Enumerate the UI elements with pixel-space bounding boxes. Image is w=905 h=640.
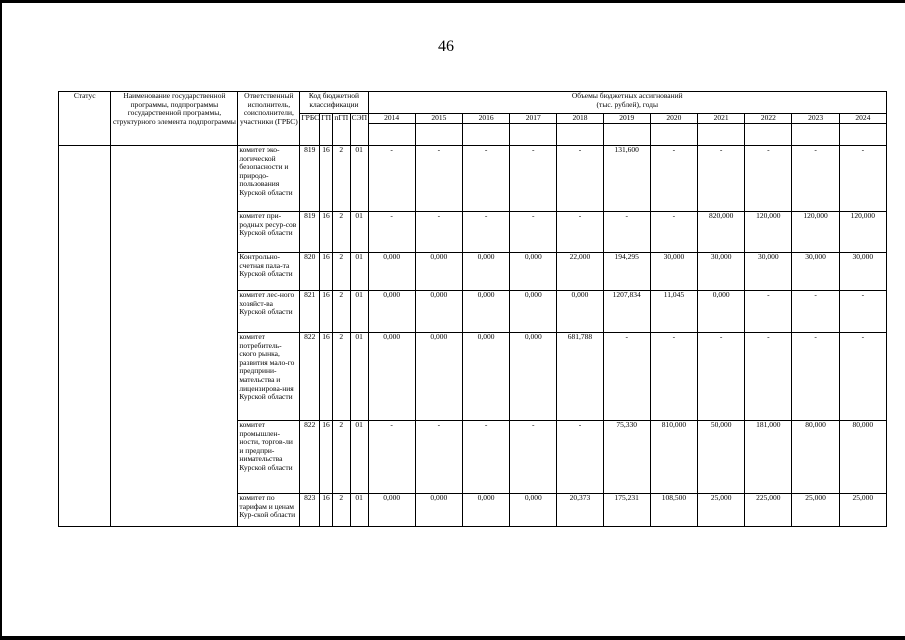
value-cell: - [510, 212, 557, 253]
header-volumes-unit: (тыс. рублей), годы [596, 99, 658, 109]
status-cell [59, 146, 111, 527]
value-cell: - [510, 146, 557, 212]
value-cell: - [839, 333, 886, 421]
header-code-pgp: пГП [332, 114, 350, 146]
value-cell: 25,000 [839, 494, 886, 527]
code-gp-cell: 16 [320, 333, 333, 421]
value-cell: 0,000 [368, 333, 415, 421]
page-frame-left [0, 0, 2, 640]
value-cell: 0,000 [462, 291, 509, 333]
value-cell: - [698, 333, 745, 421]
value-cell: - [415, 421, 462, 494]
value-cell: 120,000 [839, 212, 886, 253]
code-gp-cell: 16 [320, 146, 333, 212]
value-cell: 120,000 [792, 212, 839, 253]
value-cell: 30,000 [650, 253, 697, 291]
code-grbs-cell: 823 [300, 494, 320, 527]
value-cell: - [557, 212, 603, 253]
code-pgp-cell: 2 [332, 421, 350, 494]
value-cell: - [839, 291, 886, 333]
value-cell: 30,000 [792, 253, 839, 291]
executor-cell: комитет потребитель-ского рынка, развития мало-го предприни-мательства и лицензирова-ния Курской области [238, 333, 300, 421]
value-cell: - [462, 146, 509, 212]
header-year: 2020 [650, 114, 697, 124]
value-cell: 194,295 [603, 253, 650, 291]
value-cell: 50,000 [698, 421, 745, 494]
code-sep-cell: 01 [350, 291, 368, 333]
page-number: 46 [438, 38, 454, 55]
value-cell: - [415, 212, 462, 253]
value-cell: - [368, 212, 415, 253]
value-cell: - [557, 421, 603, 494]
code-grbs-cell: 822 [300, 421, 320, 494]
value-cell: - [510, 421, 557, 494]
value-cell: - [462, 212, 509, 253]
header-year: 2021 [698, 114, 745, 124]
code-pgp-cell: 2 [332, 146, 350, 212]
header-year: 2018 [557, 114, 603, 124]
executor-cell: комитет эко-логической безопасности и природо-пользования Курской области [238, 146, 300, 212]
header-budget-code: Код бюджетной классификации [300, 92, 368, 114]
header-name: Наименование государственной программы, подпрограммы государственной программы, структурного элемента подпрограммы [111, 92, 238, 146]
budget-table [58, 91, 887, 527]
header-volumes-title: Объемы бюджетных ассигнований [571, 91, 683, 100]
value-cell: 25,000 [698, 494, 745, 527]
executor-cell: комитет при-родных ресур-сов Курской области [238, 212, 300, 253]
header-year: 2022 [745, 114, 792, 124]
value-cell: 1207,834 [603, 291, 650, 333]
value-cell: - [745, 146, 792, 212]
value-cell: 820,000 [698, 212, 745, 253]
value-cell: 0,000 [415, 253, 462, 291]
code-sep-cell: 01 [350, 253, 368, 291]
value-cell: - [368, 146, 415, 212]
code-pgp-cell: 2 [332, 253, 350, 291]
header-status: Статус [59, 92, 111, 146]
code-pgp-cell: 2 [332, 212, 350, 253]
value-cell: - [603, 333, 650, 421]
header-volumes [368, 92, 886, 114]
value-cell: 75,330 [603, 421, 650, 494]
value-cell: - [415, 146, 462, 212]
value-cell: 0,000 [698, 291, 745, 333]
value-cell: 22,000 [557, 253, 603, 291]
value-cell: - [745, 291, 792, 333]
header-year: 2015 [415, 114, 462, 124]
code-grbs-cell: 822 [300, 333, 320, 421]
code-gp-cell: 16 [320, 421, 333, 494]
value-cell: 0,000 [415, 291, 462, 333]
header-code-grbs: ГРБС [300, 114, 320, 146]
code-grbs-cell: 821 [300, 291, 320, 333]
value-cell: 11,045 [650, 291, 697, 333]
value-cell: 30,000 [698, 253, 745, 291]
code-sep-cell: 01 [350, 494, 368, 527]
value-cell: 20,373 [557, 494, 603, 527]
code-pgp-cell: 2 [332, 333, 350, 421]
value-cell: 0,000 [415, 494, 462, 527]
value-cell: 0,000 [368, 291, 415, 333]
value-cell: 131,600 [603, 146, 650, 212]
executor-cell: комитет лес-ного хозяйст-ва Курской области [238, 291, 300, 333]
value-cell: 225,000 [745, 494, 792, 527]
value-cell: 0,000 [510, 253, 557, 291]
value-cell: 0,000 [415, 333, 462, 421]
value-cell: 810,000 [650, 421, 697, 494]
header-year: 2017 [510, 114, 557, 124]
code-pgp-cell: 2 [332, 494, 350, 527]
code-pgp-cell: 2 [332, 291, 350, 333]
header-year: 2014 [368, 114, 415, 124]
code-grbs-cell: 819 [300, 212, 320, 253]
code-gp-cell: 16 [320, 494, 333, 527]
value-cell: 0,000 [462, 494, 509, 527]
name-cell [111, 146, 238, 527]
value-cell: 0,000 [557, 291, 603, 333]
code-sep-cell: 01 [350, 212, 368, 253]
value-cell: - [698, 146, 745, 212]
code-gp-cell: 16 [320, 253, 333, 291]
code-grbs-cell: 819 [300, 146, 320, 212]
value-cell: - [792, 333, 839, 421]
code-gp-cell: 16 [320, 212, 333, 253]
value-cell: 108,500 [650, 494, 697, 527]
value-cell: 0,000 [368, 494, 415, 527]
code-sep-cell: 01 [350, 421, 368, 494]
header-year: 2019 [603, 114, 650, 124]
page-frame-bottom [0, 636, 905, 640]
value-cell: 0,000 [510, 291, 557, 333]
value-cell: 0,000 [462, 253, 509, 291]
value-cell: - [650, 333, 697, 421]
value-cell: 0,000 [510, 494, 557, 527]
value-cell: - [650, 146, 697, 212]
value-cell: 181,000 [745, 421, 792, 494]
header-code-gp: ГП [320, 114, 333, 146]
value-cell: - [650, 212, 697, 253]
value-cell: 30,000 [839, 253, 886, 291]
value-cell: - [462, 421, 509, 494]
value-cell: 120,000 [745, 212, 792, 253]
code-gp-cell: 16 [320, 291, 333, 333]
value-cell: 80,000 [792, 421, 839, 494]
header-year: 2023 [792, 114, 839, 124]
page-frame-top [0, 0, 905, 3]
value-cell: 25,000 [792, 494, 839, 527]
value-cell: - [792, 291, 839, 333]
code-grbs-cell: 820 [300, 253, 320, 291]
value-cell: 0,000 [462, 333, 509, 421]
value-cell: - [603, 212, 650, 253]
header-year: 2016 [462, 114, 509, 124]
value-cell: 80,000 [839, 421, 886, 494]
value-cell: - [557, 146, 603, 212]
executor-cell: Контрольно-счетная пала-та Курской области [238, 253, 300, 291]
value-cell: 30,000 [745, 253, 792, 291]
executor-cell: комитет по тарифам и ценам Кур-ской области [238, 494, 300, 527]
value-cell: 681,788 [557, 333, 603, 421]
code-sep-cell: 01 [350, 333, 368, 421]
value-cell: - [368, 421, 415, 494]
executor-cell: комитет промышлен-ности, торгов-ли и предпри-нимательства Курской области [238, 421, 300, 494]
header-code-sep: СЭП [350, 114, 368, 146]
value-cell: - [745, 333, 792, 421]
value-cell: 0,000 [510, 333, 557, 421]
value-cell: - [792, 146, 839, 212]
code-sep-cell: 01 [350, 146, 368, 212]
value-cell: - [839, 146, 886, 212]
value-cell: 0,000 [368, 253, 415, 291]
header-year: 2024 [839, 114, 886, 124]
value-cell: 175,231 [603, 494, 650, 527]
table-row [59, 146, 887, 212]
header-executor: Ответственный исполнитель, соисполнители, участники (ГРБС) [238, 92, 300, 146]
